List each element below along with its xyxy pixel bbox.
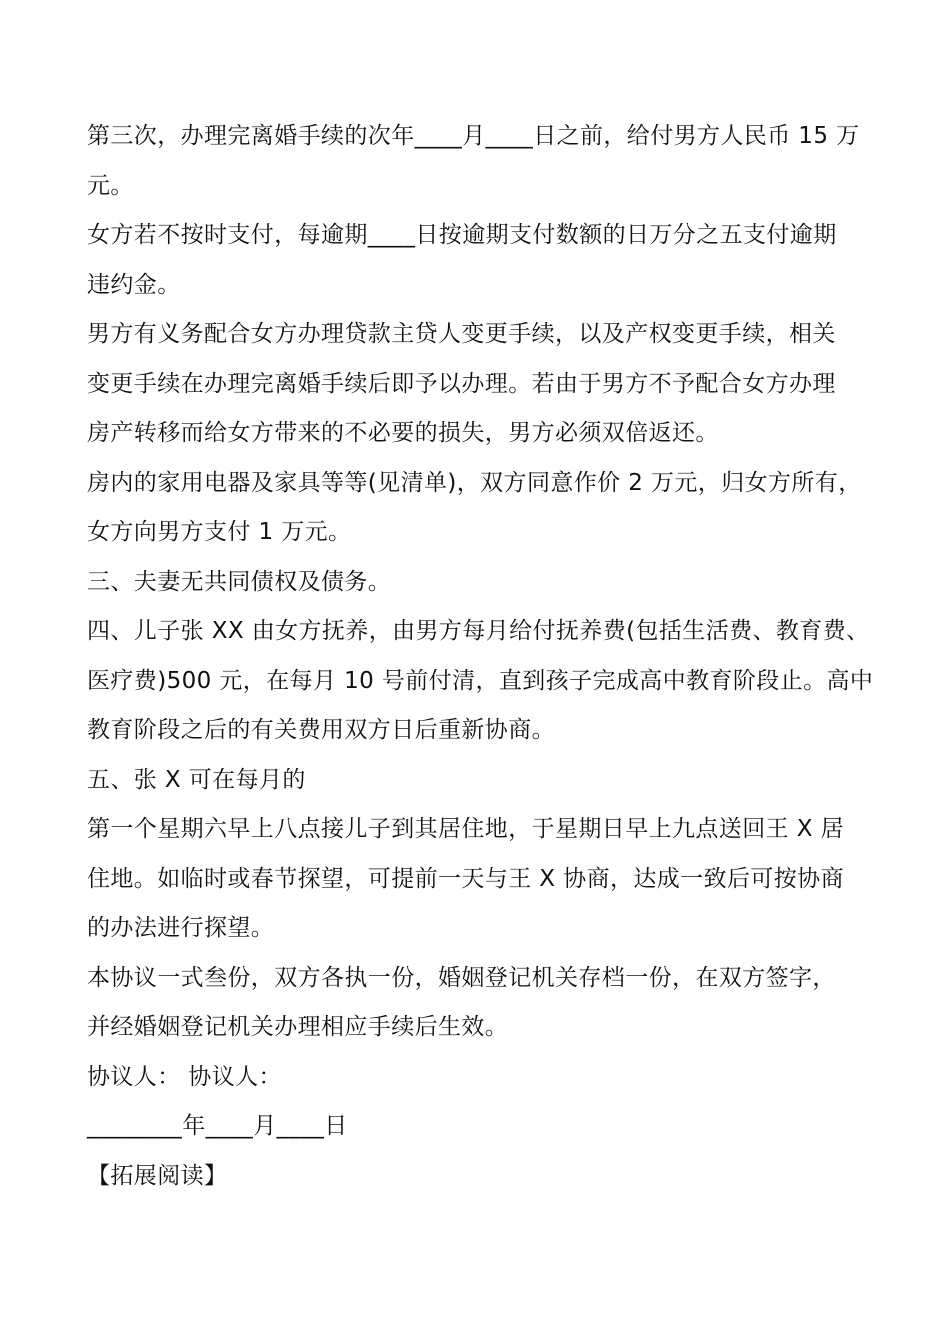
text-line: 女方若不按时支付，每逾期____日按逾期支付数额的日万分之五支付逾期	[87, 222, 837, 248]
section-heading: 三、夫妻无共同债权及债务。	[87, 568, 392, 595]
signature-line: 协议人： 协议人：	[87, 1063, 282, 1090]
text-line: 的办法进行探望。	[87, 915, 275, 941]
text-line: 违约金。	[87, 271, 181, 298]
text-line: 女方向男方支付 1 万元。	[87, 519, 352, 545]
text-line: 医疗费)500 元，在每月 10 号前付清，直到孩子完成高中教育阶段止。高中	[87, 667, 874, 694]
section-heading: 四、儿子张 XX 由女方抚养，由男方每月给付抚养费(包括生活费、教育费、	[87, 618, 870, 644]
text-line: 第三次，办理完离婚手续的次年____月____日之前，给付男方人民币 15 万	[87, 123, 860, 149]
text-line: 第一个星期六早上八点接儿子到其居住地，于星期日早上九点送回王 X 居	[87, 816, 844, 842]
section-heading: 五、张 X 可在每月的	[87, 766, 306, 793]
text-line: 并经婚姻登记机关办理相应手续后生效。	[87, 1014, 509, 1040]
text-line: 教育阶段之后的有关费用双方日后重新协商。	[87, 717, 555, 743]
text-line: 男方有义务配合女方办理贷款主贷人变更手续，以及产权变更手续，相关	[87, 321, 836, 347]
text-line: 元。	[87, 172, 134, 199]
extended-reading-heading: 【拓展阅读】	[87, 1162, 228, 1189]
text-line: 住地。如临时或春节探望，可提前一天与王 X 协商，达成一致后可按协商	[87, 865, 844, 892]
text-line: 本协议一式叁份，双方各执一份，婚姻登记机关存档一份，在双方签字，	[87, 964, 836, 991]
text-line: 变更手续在办理完离婚手续后即予以办理。若由于男方不予配合女方办理	[87, 370, 836, 397]
date-line: ________年____月____日	[87, 1113, 348, 1139]
document-body	[87, 112, 872, 1201]
text-line: 房内的家用电器及家具等等(见清单)，双方同意作价 2 万元，归女方所有，	[87, 469, 862, 496]
text-line: 房产转移而给女方带来的不必要的损失，男方必须双倍返还。	[87, 420, 719, 446]
